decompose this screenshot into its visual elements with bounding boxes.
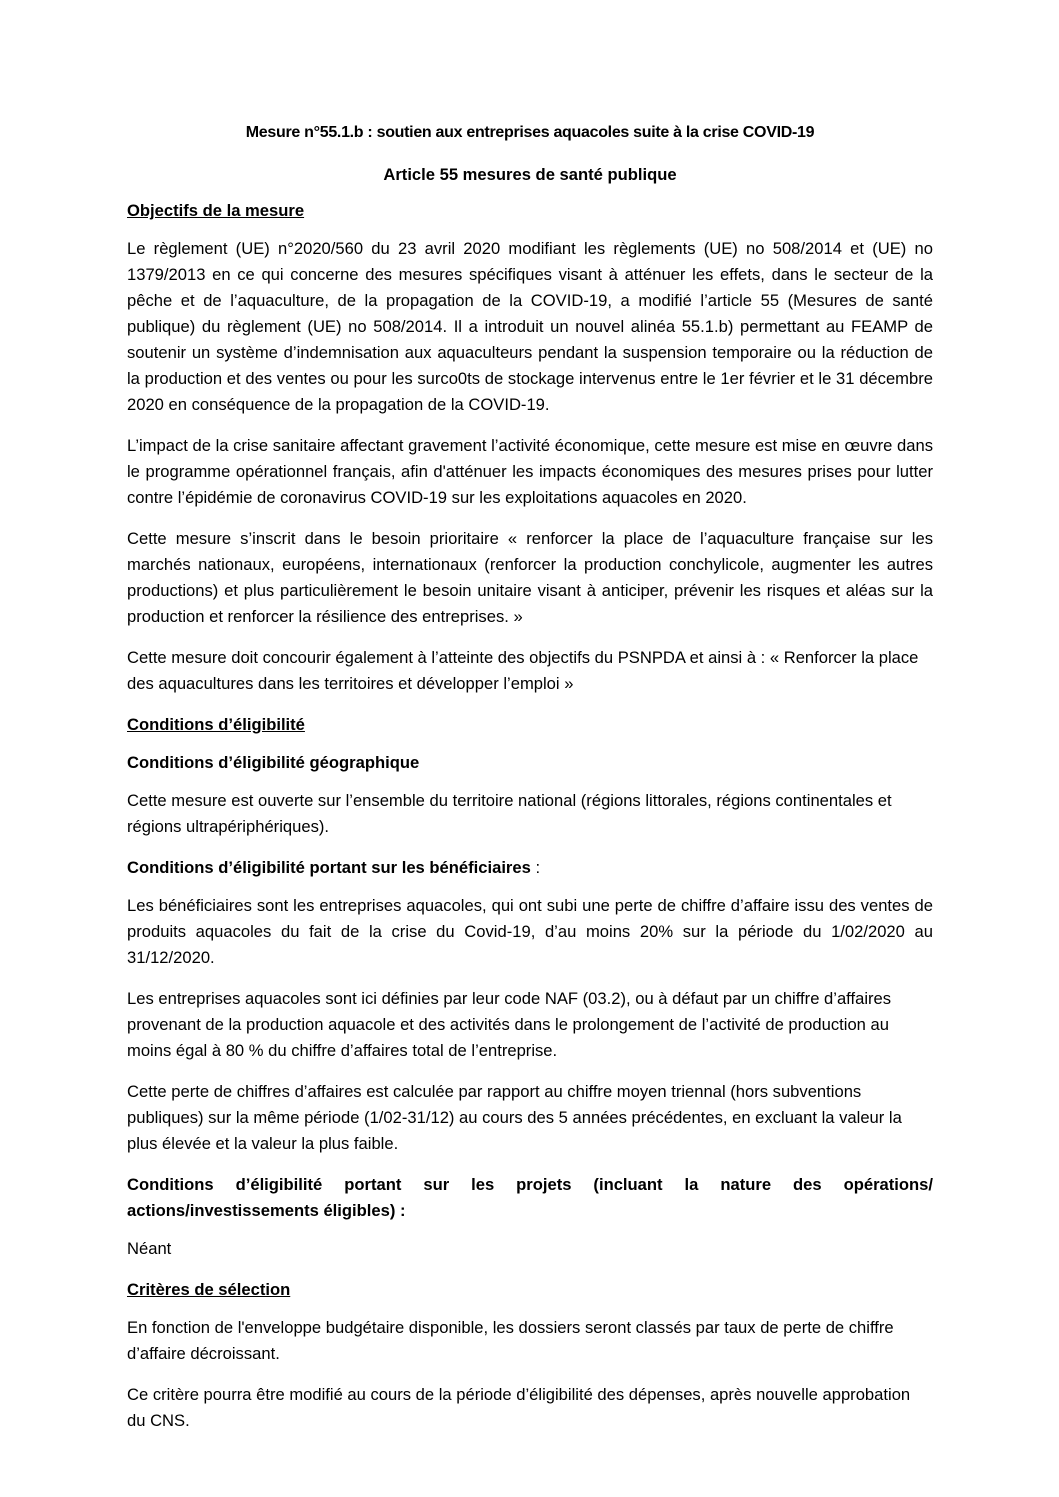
document-subtitle: Article 55 mesures de santé publique xyxy=(383,165,677,184)
section-heading-criteres: Critères de sélection xyxy=(127,1280,291,1299)
paragraph: Les bénéficiaires sont les entreprises aquacoles, qui ont subi une perte de chiffre d’affaire issu des ventes de produits aquacoles du fait de la crise du Covid-19, d’au moins 20% sur la période du 1/02/2020 au 31/12/2020. xyxy=(127,896,933,967)
subheading-suffix: : xyxy=(530,858,541,877)
paragraph: Le règlement (UE) n°2020/560 du 23 avril 2020 modifiant les règlements (UE) no 508/2014 et (UE) no 1379/2013 en ce qui concerne des mesures spécifiques visant à atténuer les effets, dans le secteur de la pêche et de l’aquaculture, de la propagation de la COVID-19, a modifié l’article 55 (Mesures de santé publique) du règlement (UE) no 508/2014. Il a introduit un nouvel alinéa 55.1.b) permettant au FEAMP de soutenir un système d’indemnisation aux aquaculteurs pendant la suspension temporaire ou la réduction de la production et des ventes ou pour les surco0ts de stockage intervenus entre le 1er février et le 31 décembre 2020 en conséquence de la propagation de la COVID-19. xyxy=(127,239,933,414)
subheading-geographique: Conditions d’éligibilité géographique xyxy=(127,753,420,772)
subheading-beneficiaires: Conditions d’éligibilité portant sur les bénéficiaires xyxy=(127,858,531,877)
document-body xyxy=(127,120,933,1449)
paragraph: Cette perte de chiffres d’affaires est calculée par rapport au chiffre moyen triennal (hors subventions publiques) sur la même période (1/02-31/12) au cours des 5 années précédentes, en excluant la valeur la plus élevée et la valeur la plus faible. xyxy=(127,1082,902,1153)
paragraph: Cette mesure doit concourir également à l’atteinte des objectifs du PSNPDA et ainsi à : « Renforcer la place des aquacultures dans les territoires et développer l’emploi » xyxy=(127,648,919,693)
paragraph: En fonction de l'enveloppe budgétaire disponible, les dossiers seront classés par taux de perte de chiffre d’affaire décroissant. xyxy=(127,1318,894,1363)
subheading-beneficiaires-line xyxy=(127,855,933,881)
subheading-projets: Conditions d’éligibilité portant sur les projets (incluant la nature des opérations/ actions/investissements éligibles) : xyxy=(127,1175,933,1220)
document-title: Mesure n°55.1.b : soutien aux entreprises aquacoles suite à la crise COVID-19 xyxy=(245,124,815,141)
paragraph: Cette mesure s’inscrit dans le besoin prioritaire « renforcer la place de l’aquaculture française sur les marchés nationaux, européens, internationaux (renforcer la production conchylicole, augmenter les autres productions) et plus particulièrement le besoin unitaire visant à anticiper, prévenir les risques et aléas sur la production et renforcer la résilience des entreprises. » xyxy=(127,529,933,626)
paragraph: Néant xyxy=(127,1239,172,1258)
paragraph: Cette mesure est ouverte sur l’ensemble du territoire national (régions littorales, régions continentales et régions ultrapériphériques). xyxy=(127,791,892,836)
paragraph: Les entreprises aquacoles sont ici définies par leur code NAF (03.2), ou à défaut par un chiffre d’affaires provenant de la production aquacole et des activités dans le prolongement de l’activité de production au moins égal à 80 % du chiffre d’affaires total de l’entreprise. xyxy=(127,989,892,1060)
section-heading-conditions: Conditions d’éligibilité xyxy=(127,715,305,734)
paragraph: L’impact de la crise sanitaire affectant gravement l’activité économique, cette mesure est mise en œuvre dans le programme opérationnel français, afin d'atténuer les impacts économiques des mesures prises pour lutter contre l’épidémie de coronavirus COVID-19 sur les exploitations aquacoles en 2020. xyxy=(127,436,933,507)
section-heading-objectifs: Objectifs de la mesure xyxy=(127,201,305,220)
paragraph: Ce critère pourra être modifié au cours de la période d’éligibilité des dépenses, après nouvelle approbation du CNS. xyxy=(127,1385,911,1430)
